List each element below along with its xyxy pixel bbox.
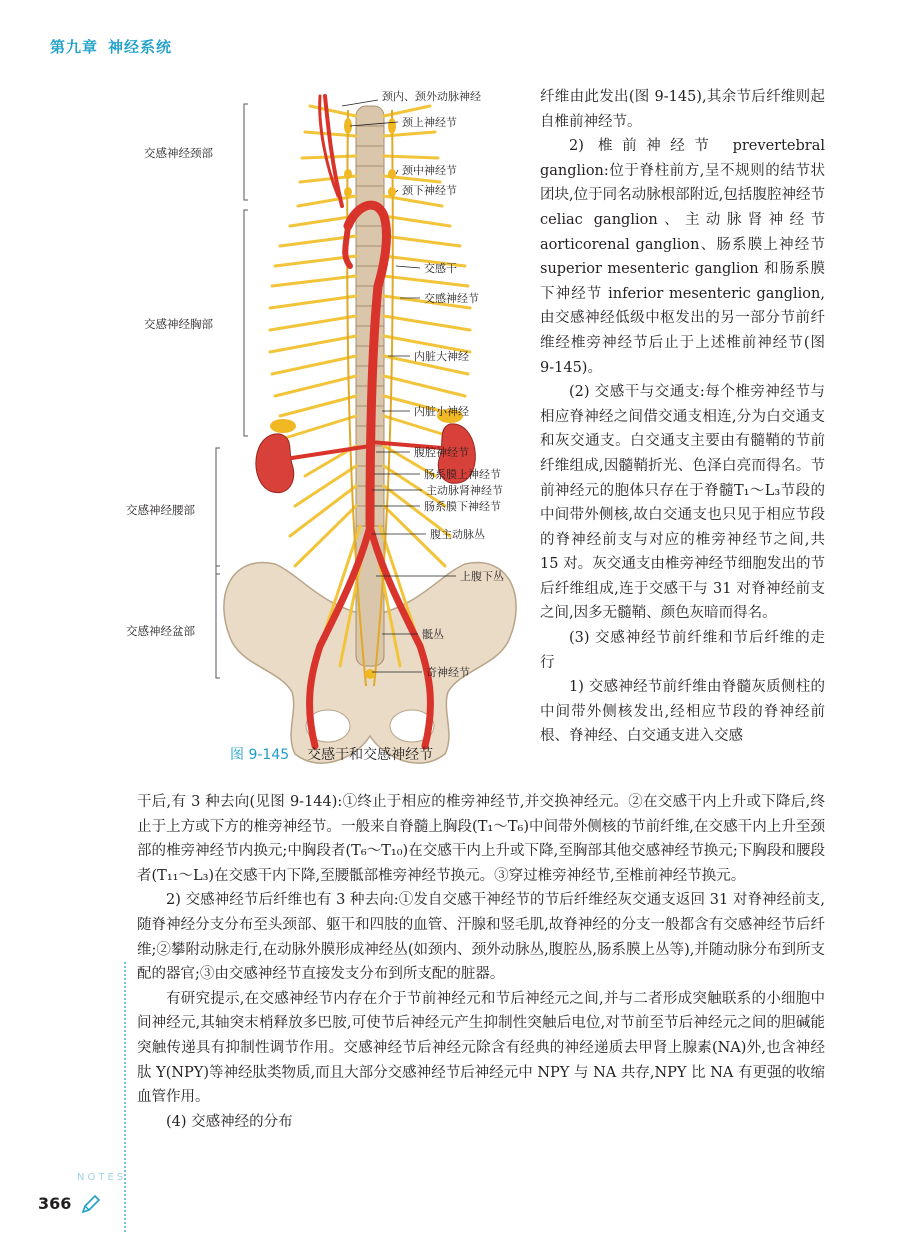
paragraph: 纤维由此发出(图 9-145),其余节后纤维则起自椎前神经节。 xyxy=(540,89,825,130)
label-carotid-nerves: 颈内、颈外动脉神经 xyxy=(382,90,481,103)
sympathetic-trunk-illustration xyxy=(120,86,530,776)
chapter-title: 神经系统 xyxy=(108,38,173,56)
paragraph: (3) 交感神经节前纤维和节后纤维的走行 xyxy=(540,630,825,671)
pencil-icon xyxy=(80,1193,102,1219)
paragraph: 1) 交感神经节前纤维由脊髓灰质侧柱的中间带外侧核发出,经相应节段的脊神经前根、脊神经、白交通支进入交感 xyxy=(540,679,825,745)
notes-label: NOTES xyxy=(77,1172,127,1183)
region-labels xyxy=(126,146,213,638)
figure-number: 图 9-145 xyxy=(230,747,290,763)
label-superior-mesenteric-ganglion: 肠系膜上神经节 xyxy=(424,468,501,481)
label-greater-splanchnic: 内脏大神经 xyxy=(414,350,469,363)
paragraph: (2) 交感干与交通支:每个椎旁神经节与相应脊神经之间借交通支相连,分为白交通支和灰交通支。白交通支主要由有髓鞘的节前纤维组成,因髓鞘折光、色泽白亮而得名。节前神经元的胞体只存在于脊髓T₁～L₃节段的中间带外侧核,故白交通支也只见于相应节段的脊神经前支与对应的椎旁神经节之间,共 15 对。灰交通支由椎旁神经节细胞发出的节后纤维组成,连于交感干与 31 对脊神经前支之间,因多无髓鞘、颜色灰暗而得名。 xyxy=(540,384,825,622)
label-inferior-mesenteric-ganglion: 肠系膜下神经节 xyxy=(424,500,501,513)
paragraph: 有研究提示,在交感神经节内存在介于节前神经元和节后神经元之间,并与二者形成突触联系的小细胞中间神经元,其轴突末梢释放多巴胺,可使节后神经元产生抑制性突触后电位,对节前至节后神经元之间的胆碱能突触传递具有抑制性调节作用。交感神经节后神经元除含有经典的神经递质去甲肾上腺素(NA)外,也含神经肽 Y(NPY)等神经肽类物质,而且大部分交感神经节后神经元中 NPY 与 NA 共存,NPY 比 NA 有更强的收缩血管作用。 xyxy=(137,990,825,1106)
notes-margin-line xyxy=(124,962,126,1232)
label-ganglion-impar: 奇神经节 xyxy=(426,666,470,679)
full-width-text xyxy=(137,790,825,1134)
label-abdominal-aortic-plexus: 腹主动脉丛 xyxy=(430,528,485,541)
anatomy-figure xyxy=(120,86,530,776)
label-sacral-plexus: 骶丛 xyxy=(422,628,444,641)
page-number: 366 xyxy=(38,1194,72,1213)
label-superior-cervical-ganglion: 颈上神经节 xyxy=(402,116,457,129)
figure-title: 交感干和交感神经节 xyxy=(307,747,434,763)
figure-caption xyxy=(230,744,433,764)
paragraph: 2) 交感神经节后纤维也有 3 种去向:①发自交感干神经节的节后纤维经灰交通支返回 31 对脊神经前支,随脊神经分支分布至头颈部、躯干和四肢的血管、汗腺和竖毛肌,故脊神经的分支一般都含有交感神经节后纤维;②攀附动脉走行,在动脉外膜形成神经丛(如颈内、颈外动脉丛,腹腔丛,肠系膜上丛等),并随动脉分布到所支配的器官;③由交感神经节直接发支分布到所支配的脏器。 xyxy=(137,892,825,983)
paragraph: (4) 交感神经的分布 xyxy=(166,1113,293,1130)
chapter-number: 第九章 xyxy=(50,38,99,56)
label-aorticorenal-ganglion: 主动脉肾神经节 xyxy=(426,484,503,497)
label-lesser-splanchnic: 内脏小神经 xyxy=(414,405,469,418)
region-label-lumbar: 交感神经腰部 xyxy=(126,503,195,517)
label-inferior-cervical-ganglion: 颈下神经节 xyxy=(402,184,457,197)
region-label-pelvic: 交感神经盆部 xyxy=(126,624,195,638)
paragraph: 干后,有 3 种去向(见图 9-144):①终止于相应的椎旁神经节,并交换神经元。②在交感干内上升或下降后,终止于上方或下方的椎旁神经节。一般来自脊髓上胸段(T₁～T₆)中间带外侧核的节前纤维,在交感干内上升至颈部的椎旁神经节内换元;中胸段者(T₆～T₁₀)在交感干内上升或下降,至胸部其他交感神经节换元;下胸段和腰段者(T₁₁～L₃)在交感干内下降,至腰骶部椎旁神经节换元。③穿过椎旁神经节,至椎前神经节换元。 xyxy=(137,794,825,884)
label-celiac-ganglion: 腹腔神经节 xyxy=(414,446,469,459)
label-superior-hypogastric-plexus: 上腹下丛 xyxy=(460,570,504,583)
region-label-thoracic: 交感神经胸部 xyxy=(144,317,213,331)
region-label-cervical: 交感神经颈部 xyxy=(144,146,213,160)
right-column-text xyxy=(540,85,825,749)
label-sympathetic-ganglion: 交感神经节 xyxy=(424,292,479,305)
label-sympathetic-trunk: 交感干 xyxy=(424,262,457,275)
running-header xyxy=(50,36,172,57)
label-middle-cervical-ganglion: 颈中神经节 xyxy=(402,164,457,177)
paragraph: 2) 椎前神经节 prevertebral ganglion:位于脊柱前方,呈不规则的结节状团块,位于同名动脉根部附近,包括腹腔神经节 celiac ganglion、主动脉肾神经节 aorticorenal ganglion、肠系膜上神经节 superior mesenteric ganglion 和肠系膜下神经节 inferior mesenteric ganglion,由交感神经低级中枢发出的另一部分节前纤维经椎旁神经节后止于上述椎前神经节(图 9-145)。 xyxy=(540,138,825,376)
